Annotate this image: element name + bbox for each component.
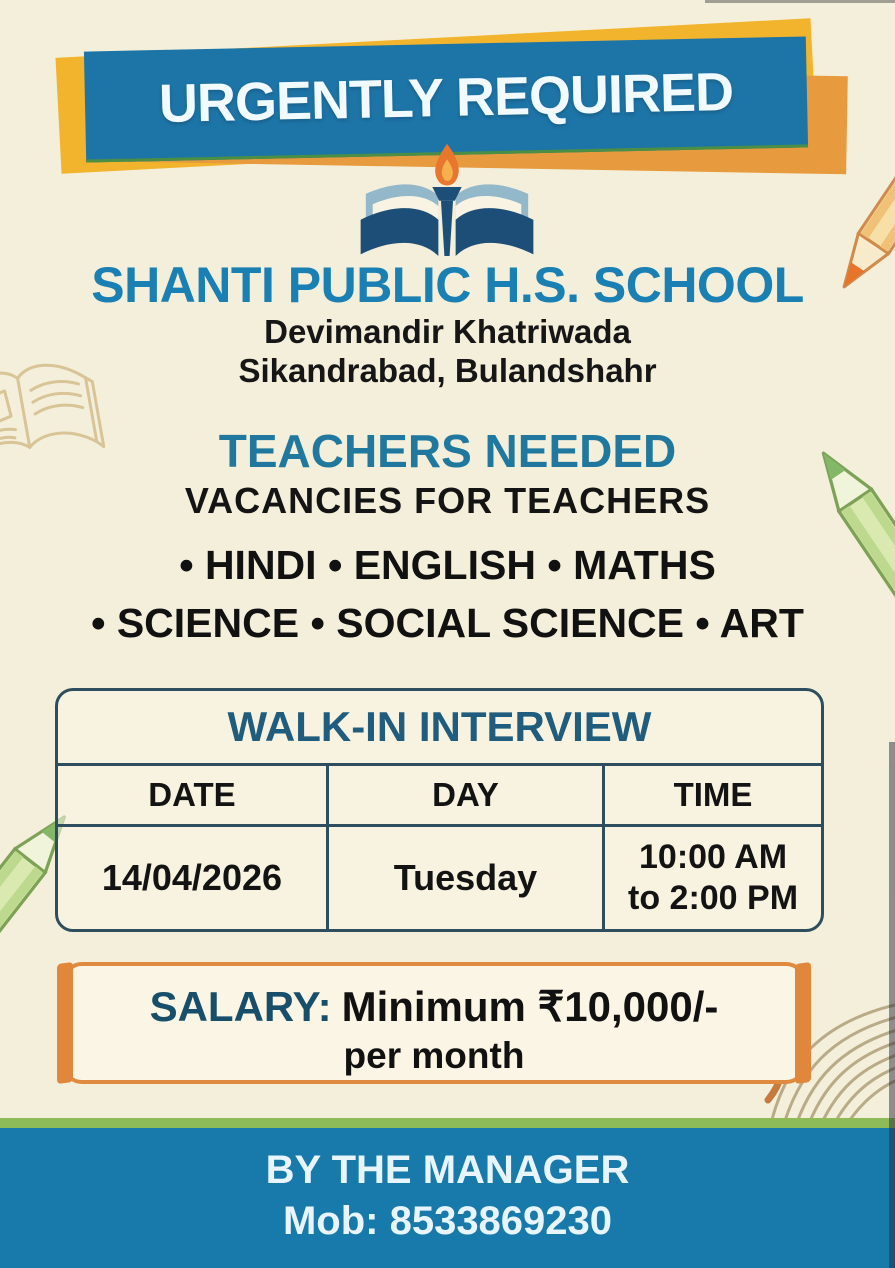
column-header-date: DATE bbox=[58, 766, 329, 824]
column-header-day: DAY bbox=[329, 766, 605, 824]
interview-date-cell: 14/04/2026 bbox=[58, 827, 329, 929]
subjects-line-1: • HINDI • ENGLISH • MATHS bbox=[179, 542, 716, 588]
walk-in-interview-table bbox=[55, 688, 824, 932]
interview-time-line2: to 2:00 PM bbox=[628, 879, 799, 917]
school-address bbox=[0, 312, 895, 390]
salary-per-month: per month bbox=[343, 1035, 525, 1076]
school-name: SHANTI PUBLIC H.S. SCHOOL bbox=[91, 257, 804, 313]
photo-edge bbox=[889, 742, 895, 1268]
photo-edge bbox=[705, 0, 895, 3]
footer-mobile-number: Mob: 8533869230 bbox=[282, 1199, 613, 1243]
vacancies-subheading: VACANCIES FOR TEACHERS bbox=[184, 480, 711, 521]
interview-table-header bbox=[58, 766, 821, 827]
salary-label: SALARY: bbox=[149, 983, 332, 1030]
interview-table-row bbox=[58, 827, 821, 929]
salary-box bbox=[62, 962, 806, 1084]
teachers-needed-heading: TEACHERS NEEDED bbox=[218, 425, 677, 477]
banner-title: URGENTLY REQUIRED bbox=[158, 61, 734, 135]
address-line-2: Sikandrabad, Bulandshahr bbox=[238, 352, 657, 389]
footer-green-strip bbox=[0, 1118, 895, 1128]
subjects-line-2: • SCIENCE • SOCIAL SCIENCE • ART bbox=[91, 600, 804, 646]
address-line-1: Devimandir Khatriwada bbox=[264, 313, 631, 350]
column-header-time: TIME bbox=[673, 776, 753, 813]
interview-day-cell: Tuesday bbox=[329, 827, 605, 929]
salary-line bbox=[66, 982, 802, 1031]
footer-by-manager: BY THE MANAGER bbox=[265, 1148, 630, 1192]
interview-time-cell bbox=[605, 827, 821, 929]
interview-time-line1: 10:00 AM bbox=[639, 838, 788, 876]
interview-title: WALK-IN INTERVIEW bbox=[58, 691, 821, 766]
subjects-list bbox=[0, 536, 895, 652]
book-torch-logo-icon bbox=[352, 142, 542, 268]
footer-band bbox=[0, 1128, 895, 1268]
salary-value: Minimum ₹10,000/- bbox=[341, 983, 719, 1030]
